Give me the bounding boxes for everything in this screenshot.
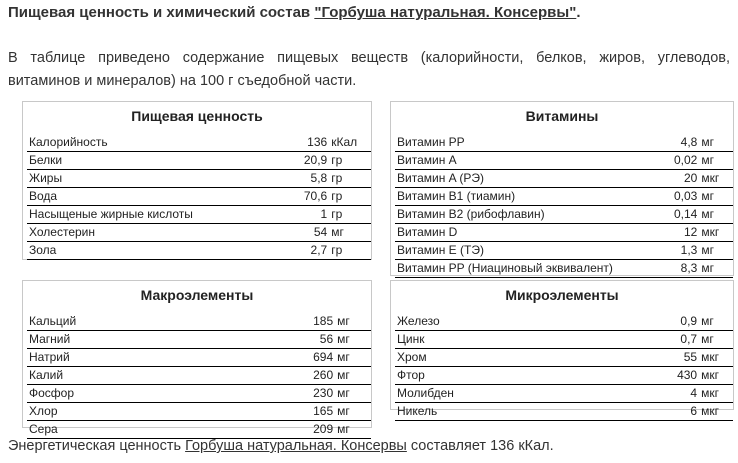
table-row: [27, 313, 371, 331]
macro-heading: Макроэлементы: [140, 287, 254, 303]
nutrient-name: Цинк: [395, 331, 635, 349]
nutrient-name: Жиры: [27, 170, 238, 188]
nutrient-value: 185: [277, 313, 336, 331]
nutrient-name: Витамин A (РЭ): [395, 170, 629, 188]
nutrient-name: Кальций: [27, 313, 277, 331]
nutrition-heading: Пищевая ценность: [131, 108, 263, 124]
intro-line-1: В таблице приведено содержание пищевых веществ (калорийности, белков, жиров, углеводов,: [8, 50, 730, 66]
nutrient-value: 54: [238, 224, 330, 242]
nutrient-name: Витамин A: [395, 152, 629, 170]
nutrient-name: Витамин B2 (рибофлавин): [395, 206, 629, 224]
nutrient-value: 0,14: [629, 206, 701, 224]
table-row: [395, 313, 733, 331]
table-row: [395, 367, 733, 385]
nutrient-unit: мг: [336, 331, 371, 349]
nutrient-value: 55: [635, 349, 700, 367]
nutrient-name: Никель: [395, 403, 635, 421]
nutrient-value: 0,9: [635, 313, 700, 331]
macro-card: [22, 280, 372, 436]
micro-card: [390, 280, 734, 418]
nutrient-value: 4,8: [629, 134, 701, 152]
nutrient-value: 230: [277, 385, 336, 403]
nutrient-unit: мг: [700, 188, 733, 206]
table-row: [395, 188, 733, 206]
table-row: [27, 331, 371, 349]
nutrient-name: Витамин D: [395, 224, 629, 242]
nutrient-value: 2,7: [238, 242, 330, 260]
nutrient-value: 0,7: [635, 331, 700, 349]
nutrient-name: Калорийность: [27, 134, 238, 152]
table-row: [27, 206, 371, 224]
nutrient-value: 260: [277, 367, 336, 385]
nutrient-value: 430: [635, 367, 700, 385]
footer-product-link[interactable]: Горбуша натуральная. Консервы: [185, 438, 407, 454]
nutrient-unit: мг: [336, 403, 371, 421]
nutrient-name: Калий: [27, 367, 277, 385]
table-row: [27, 224, 371, 242]
table-row: [395, 385, 733, 403]
nutrient-value: 20,9: [238, 152, 330, 170]
nutrition-table: [27, 134, 371, 260]
table-row: [395, 242, 733, 260]
nutrient-unit: мкг: [700, 170, 733, 188]
nutrient-unit: мкг: [700, 385, 733, 403]
footer-suffix: составляет 136 кКал.: [406, 438, 554, 454]
table-row: [27, 403, 371, 421]
nutrient-unit: мг: [336, 421, 371, 439]
nutrient-value: 0,03: [629, 188, 701, 206]
nutrient-unit: мг: [330, 224, 371, 242]
nutrient-unit: мг: [700, 242, 733, 260]
nutrient-unit: мг: [700, 134, 733, 152]
footer-prefix: Энергетическая ценность: [8, 438, 186, 454]
nutrient-value: 8,3: [629, 260, 701, 278]
nutrient-unit: кКал: [330, 134, 371, 152]
table-row: [395, 134, 733, 152]
nutrient-value: 1,3: [629, 242, 701, 260]
nutrient-name: Вода: [27, 188, 238, 206]
table-row: [27, 134, 371, 152]
nutrient-unit: гр: [330, 188, 371, 206]
macro-table: [27, 313, 371, 439]
table-row: [27, 367, 371, 385]
nutrient-value: 20: [629, 170, 701, 188]
nutrient-name: Витамин PP: [395, 134, 629, 152]
table-row: [27, 152, 371, 170]
nutrition-card: [22, 101, 372, 260]
nutrient-unit: гр: [330, 206, 371, 224]
vitamins-heading: Витамины: [525, 108, 599, 124]
nutrient-name: Зола: [27, 242, 238, 260]
table-row: [27, 385, 371, 403]
table-row: [395, 331, 733, 349]
title-suffix: .: [576, 4, 581, 21]
product-link[interactable]: "Горбуша натуральная. Консервы": [314, 4, 577, 21]
nutrient-name: Фтор: [395, 367, 635, 385]
table-row: [395, 152, 733, 170]
nutrient-unit: мг: [336, 313, 371, 331]
footer-text: [8, 438, 554, 454]
nutrient-value: 0,02: [629, 152, 701, 170]
page-title: [8, 4, 581, 21]
nutrient-name: Железо: [395, 313, 635, 331]
intro-line-2: витаминов и минералов) на 100 г съедобной части.: [8, 73, 357, 89]
nutrient-unit: мг: [336, 367, 371, 385]
table-row: [27, 188, 371, 206]
nutrient-value: 5,8: [238, 170, 330, 188]
nutrient-name: Молибден: [395, 385, 635, 403]
nutrient-name: Хром: [395, 349, 635, 367]
nutrient-unit: мг: [336, 349, 371, 367]
nutrient-unit: гр: [330, 242, 371, 260]
intro-paragraph: [8, 47, 730, 93]
nutrient-unit: гр: [330, 170, 371, 188]
nutrient-name: Холестерин: [27, 224, 238, 242]
nutrient-value: 165: [277, 403, 336, 421]
nutrient-value: 694: [277, 349, 336, 367]
nutrient-unit: мг: [700, 260, 733, 278]
nutrient-unit: мг: [336, 385, 371, 403]
nutrient-name: Насыщеные жирные кислоты: [27, 206, 238, 224]
table-row: [27, 242, 371, 260]
nutrient-unit: мг: [700, 152, 733, 170]
nutrient-name: Белки: [27, 152, 238, 170]
nutrient-value: 1: [238, 206, 330, 224]
nutrient-unit: мг: [700, 331, 733, 349]
nutrient-name: Магний: [27, 331, 277, 349]
nutrient-name: Витамин E (ТЭ): [395, 242, 629, 260]
nutrient-name: Сера: [27, 421, 277, 439]
nutrient-name: Витамин PP (Ниациновый эквивалент): [395, 260, 629, 278]
nutrient-unit: мкг: [700, 367, 733, 385]
nutrient-name: Витамин B1 (тиамин): [395, 188, 629, 206]
nutrient-unit: мкг: [700, 403, 733, 421]
nutrient-value: 136: [238, 134, 330, 152]
nutrient-value: 209: [277, 421, 336, 439]
table-row: [395, 224, 733, 242]
micro-table: [395, 313, 733, 421]
title-prefix: Пищевая ценность и химический состав: [8, 4, 315, 21]
nutrient-name: Хлор: [27, 403, 277, 421]
nutrient-value: 12: [629, 224, 701, 242]
nutrient-unit: мкг: [700, 224, 733, 242]
nutrient-value: 4: [635, 385, 700, 403]
nutrient-unit: мг: [700, 313, 733, 331]
table-row: [27, 170, 371, 188]
micro-heading: Микроэлементы: [505, 287, 619, 303]
vitamins-table: [395, 134, 733, 278]
table-row: [395, 206, 733, 224]
nutrient-unit: мг: [700, 206, 733, 224]
table-row: [395, 349, 733, 367]
nutrient-name: Натрий: [27, 349, 277, 367]
vitamins-card: [390, 101, 734, 276]
table-row: [27, 421, 371, 439]
nutrient-value: 6: [635, 403, 700, 421]
table-row: [395, 170, 733, 188]
nutrient-name: Фосфор: [27, 385, 277, 403]
table-row: [395, 403, 733, 421]
nutrient-unit: мкг: [700, 349, 733, 367]
nutrient-unit: гр: [330, 152, 371, 170]
nutrient-value: 70,6: [238, 188, 330, 206]
table-row: [27, 349, 371, 367]
table-row: [395, 260, 733, 278]
nutrient-value: 56: [277, 331, 336, 349]
